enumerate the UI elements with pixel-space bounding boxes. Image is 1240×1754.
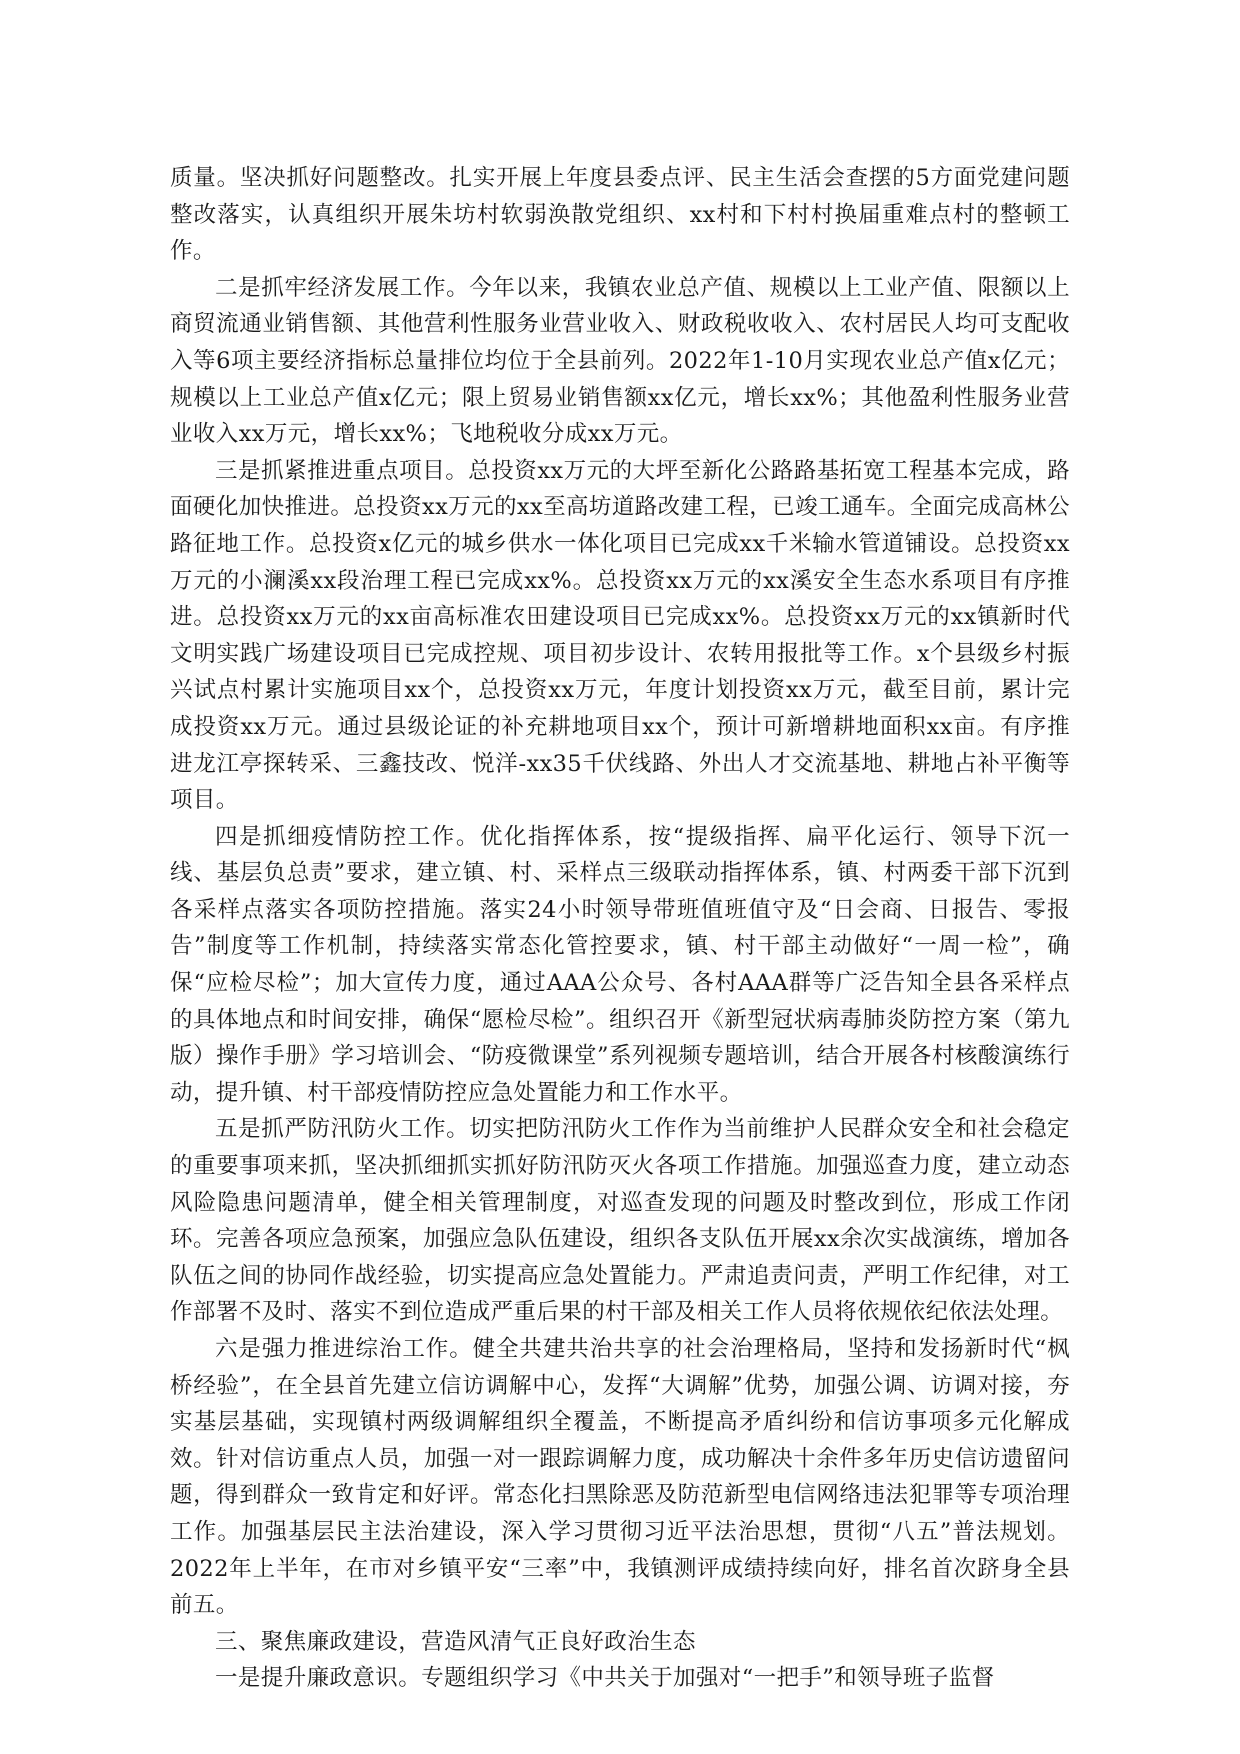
paragraph-economic-development: 二是抓牢经济发展工作。今年以来，我镇农业总产值、规模以上工业产值、限额以上商贸流通业销售额、其他营利性服务业营业收入、财政税收收入、农村居民人均可支配收入等6项主要经济指标总量排位均位于全县前列。2022年1-10月实现农业总产值x亿元；规模以上工业总产值x亿元；限上贸易业销售额xx亿元，增长xx%；其他盈利性服务业营业收入xx万元，增长xx%；飞地税收分成xx万元。 [170, 274, 1070, 448]
paragraph-comprehensive-governance: 六是强力推进综治工作。健全共建共治共享的社会治理格局，坚持和发扬新时代“枫桥经验”，在全县首先建立信访调解中心，发挥“大调解”优势，加强公调、访调对接，夯实基层基础，实现镇村两级调解组织全覆盖，不断提高矛盾纠纷和信访事项多元化解成效。针对信访重点人员，加强一对一跟踪调解力度，成功解决十余件多年历史信访遗留问题，得到群众一致肯定和好评。常态化扫黑除恶及防范新型电信网络违法犯罪等专项治理工作。加强基层民主法治建设，深入学习贯彻习近平法治思想，贯彻“八五”普法规划。2022年上半年，在市对乡镇平安“三率”中，我镇测评成绩持续向好，排名首次跻身全县前五。 [170, 1336, 1070, 1619]
document-page [170, 160, 1070, 1697]
section-heading-integrity: 三、聚焦廉政建设，营造风清气正良好政治生态 [215, 1628, 696, 1655]
paragraph-flood-fire-prevention: 五是抓严防汛防火工作。切实把防汛防火工作作为当前维护人民群众安全和社会稳定的重要事项来抓，坚决抓细抓实抓好防汛防灭火各项工作措施。加强巡查力度，建立动态风险隐患问题清单，健全相关管理制度，对巡查发现的问题及时整改到位，形成工作闭环。完善各项应急预案，加强应急队伍建设，组织各支队伍开展xx余次实战演练，增加各队伍之间的协同作战经验，切实提高应急处置能力。严肃追责问责，严明工作纪律，对工作部署不及时、落实不到位造成严重后果的村干部及相关工作人员将依规依纪依法处理。 [170, 1116, 1070, 1326]
paragraph-epidemic-prevention: 四是抓细疫情防控工作。优化指挥体系，按“提级指挥、扁平化运行、领导下沉一线、基层负总责”要求，建立镇、村、采样点三级联动指挥体系，镇、村两委干部下沉到各采样点落实各项防控措施。落实24小时领导带班值班值守及“日会商、日报告、零报告”制度等工作机制，持续落实常态化管控要求，镇、村干部主动做好“一周一检”，确保“应检尽检”；加大宣传力度，通过AAA公众号、各村AAA群等广泛告知全县各采样点的具体地点和时间安排，确保“愿检尽检”。组织召开《新型冠状病毒肺炎防控方案（第九版）操作手册》学习培训会、“防疫微课堂”系列视频专题培训，结合开展各村核酸演练行动，提升镇、村干部疫情防控应急处置能力和工作水平。 [170, 823, 1071, 1106]
paragraph-key-projects: 三是抓紧推进重点项目。总投资xx万元的大坪至新化公路路基拓宽工程基本完成，路面硬化加快推进。总投资xx万元的xx至高坊道路改建工程，已竣工通车。全面完成高林公路征地工作。总投资x亿元的城乡供水一体化项目已完成xx千米输水管道铺设。总投资xx万元的小澜溪xx段治理工程已完成xx%。总投资xx万元的xx溪安全生态水系项目有序推进。总投资xx万元的xx亩高标准农田建设项目已完成xx%。总投资xx万元的xx镇新时代文明实践广场建设项目已完成控规、项目初步设计、农转用报批等工作。x个县级乡村振兴试点村累计实施项目xx个，总投资xx万元，年度计划投资xx万元，截至目前，累计完成投资xx万元。通过县级论证的补充耕地项目xx个，预计可新增耕地面积xx亩。有序推进龙江亭探转采、三鑫技改、悦洋-xx35千伏线路、外出人才交流基地、耕地占补平衡等项目。 [170, 457, 1070, 814]
paragraph-party-building-rectification: 质量。坚决抓好问题整改。扎实开展上年度县委点评、民主生活会查摆的5方面党建问题整改落实，认真组织开展朱坊村软弱涣散党组织、xx村和下村村换届重难点村的整顿工作。 [170, 165, 1070, 265]
paragraph-integrity-awareness: 一是提升廉政意识。专题组织学习《中共关于加强对“一把手”和领导班子监督 [215, 1665, 995, 1692]
